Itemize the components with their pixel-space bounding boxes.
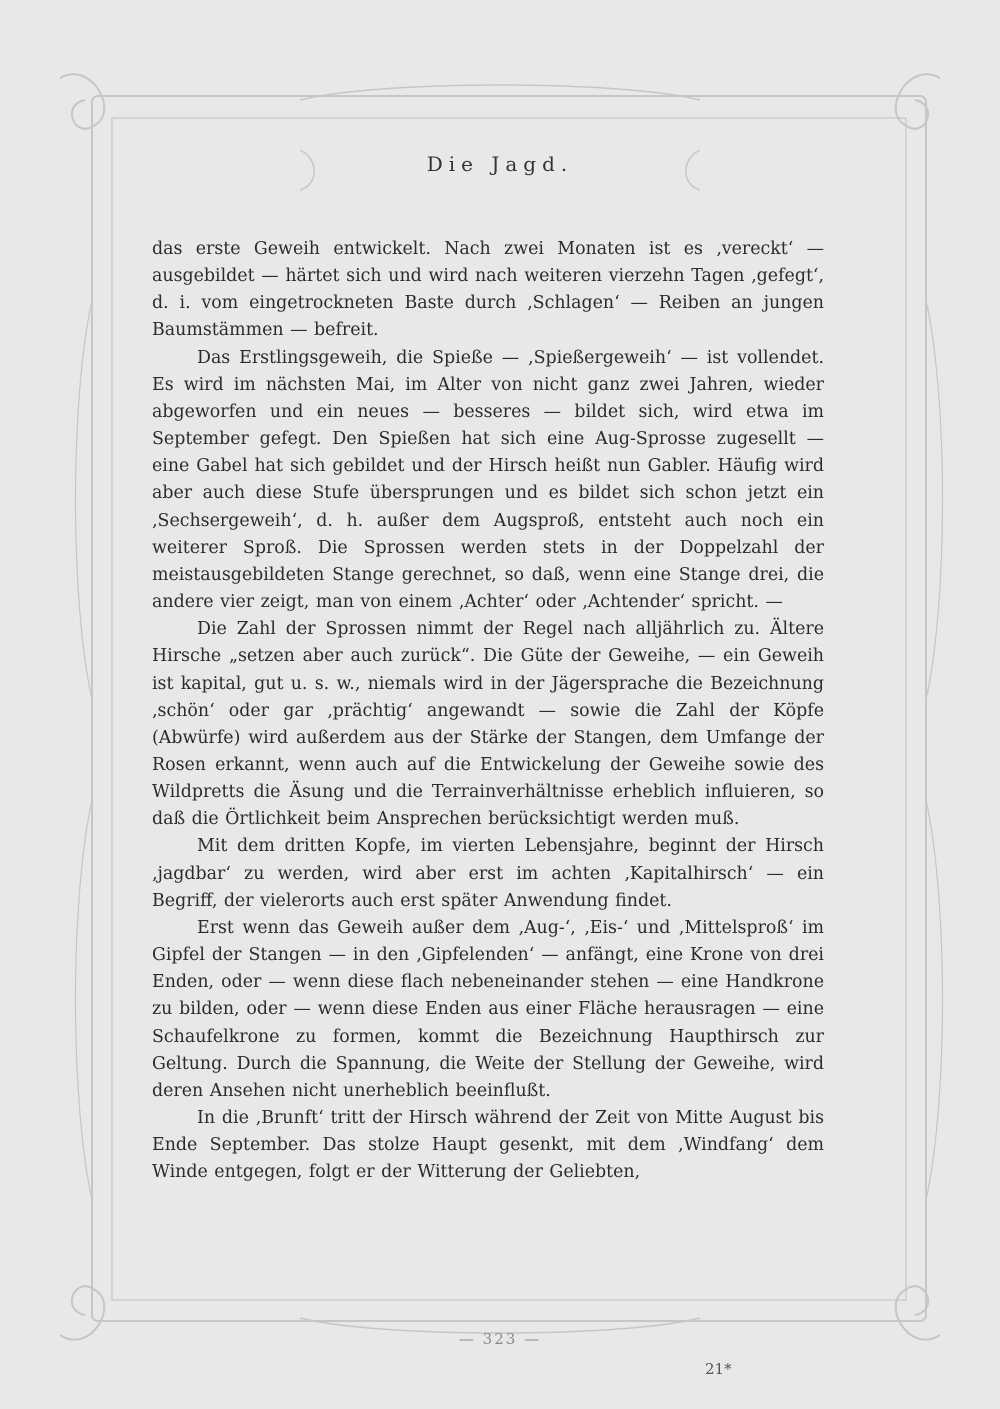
paragraph-1: das erste Geweih entwickelt. Nach zwei Monaten ist es ‚vereckt‘ — ausgebildet — härtet sich und wird nach weiteren vierzehn Tagen ‚gefegt‘, d. i. vom eingetrockneten Baste durch ‚Schlagen‘ — Reiben an jungen Baumstämmen — befreit. xyxy=(152,239,824,341)
page-number: — 323 — xyxy=(458,1330,542,1348)
paragraph-3: Die Zahl der Sprossen nimmt der Regel nach alljährlich zu. Ältere Hirsche „setzen aber auch zurück“. Die Güte der Geweihe, — ein Geweih ist kapital, gut u. s. w., niemals wird in der Jägersprache die Bezeichnung ‚schön‘ oder gar ‚prächtig‘ angewandt — sowie die Zahl der Köpfe (Abwürfe) wird außerdem aus der Stärke der Stangen, dem Umfange der Rosen erkannt, wenn auch auf die Entwickelung der Geweihe sowie des Wildpretts die Äsung und die Terrainverhältnisse erheblich influieren, so daß die Örtlichkeit beim Ansprechen berücksichtigt werden muß. xyxy=(152,619,824,830)
paragraph-2: Das Erstlingsgeweih, die Spieße — ‚Spießergeweih‘ — ist vollendet. Es wird im nächsten Mai, im Alter von nicht ganz zwei Jahren, wieder abgeworfen und ein neues — besseres — bildet sich, wird etwa im September gefegt. Den Spießen hat sich eine Aug-Sprosse zugesellt — eine Gabel hat sich gebildet und der Hirsch heißt nun Gabler. Häufig wird aber auch diese Stufe übersprungen und es bildet sich schon jetzt ein ‚Sechsergeweih‘, d. h. außer dem Augsproß, entsteht auch noch ein weiterer Sproß. Die Sprossen werden stets in der Doppelzahl der meistausgebildeten Stange gerechnet, so daß, wenn eine Stange drei, die andere vier zeigt, man von einem ‚Achter‘ oder ‚Achtender‘ spricht. — xyxy=(152,347,824,613)
paragraph-4: Mit dem dritten Kopfe, im vierten Lebensjahre, beginnt der Hirsch ‚jagdbar‘ zu werden, wird aber erst im achten ‚Kapitalhirsch‘ — ein Begriff, der vielerorts auch erst später Anwendung findet. xyxy=(152,836,824,911)
page-body xyxy=(152,236,824,1186)
signature-mark: 21* xyxy=(705,1360,732,1378)
paragraph-6: In die ‚Brunft‘ tritt der Hirsch während der Zeit von Mitte August bis Ende September. Das stolze Haupt gesenkt, mit dem ‚Windfang‘ dem Winde entgegen, folgt er der Witterung der Geliebten, xyxy=(152,1108,824,1183)
running-header: Die Jagd. xyxy=(426,152,574,176)
paragraph-5: Erst wenn das Geweih außer dem ‚Aug-‘, ‚Eis-‘ und ‚Mittelsproß‘ im Gipfel der Stangen — in den ‚Gipfelenden‘ — anfängt, eine Krone von drei Enden, oder — wenn diese flach nebeneinander stehen — eine Handkrone zu bilden, oder — wenn diese Enden aus einer Fläche herausragen — eine Schaufelkrone zu formen, kommt die Bezeichnung Haupthirsch zur Geltung. Durch die Spannung, die Weite der Stellung der Geweihe, wird deren Ansehen nicht unerheblich beeinflußt. xyxy=(152,917,824,1101)
